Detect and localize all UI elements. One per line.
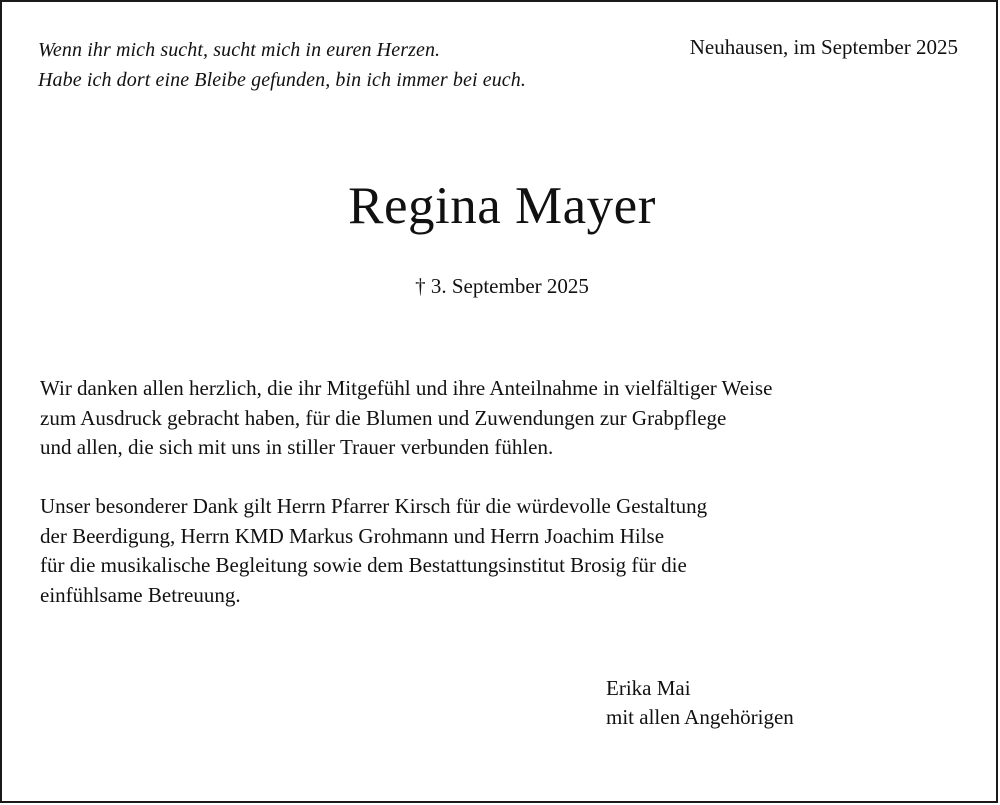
paragraph-line: Unser besonderer Dank gilt Herrn Pfarrer Kirsch für die würdevolle Gestaltung xyxy=(40,494,708,518)
motto-verse xyxy=(38,35,526,95)
paragraph-line: einfühlsame Betreuung. xyxy=(40,582,241,607)
paragraph-line: und allen, die sich mit uns in stiller Trauer verbunden fühlen. xyxy=(40,435,554,459)
deceased-name: Regina Mayer xyxy=(348,177,656,235)
thanks-paragraph-special xyxy=(40,492,707,610)
paragraph-line: zum Ausdruck gebracht haben, für die Blumen und Zuwendungen zur Grabpflege xyxy=(40,405,727,430)
thanks-paragraph-general xyxy=(40,374,772,463)
motto-line: Habe ich dort eine Bleibe gefunden, bin ich immer bei euch. xyxy=(38,69,526,91)
paragraph-line: für die musikalische Begleitung sowie dem Bestattungsinstitut Brosig für die xyxy=(40,553,687,577)
signature-relatives: mit allen Angehörigen xyxy=(606,705,794,729)
signature-name: Erika Mai xyxy=(606,676,691,700)
death-date: † 3. September 2025 xyxy=(415,274,589,298)
place-and-date: Neuhausen, im September 2025 xyxy=(689,35,958,59)
signature-block xyxy=(606,674,794,732)
paragraph-line: der Beerdigung, Herrn KMD Markus Grohmann und Herrn Joachim Hilse xyxy=(40,523,665,548)
paragraph-line: Wir danken allen herzlich, die ihr Mitgefühl und ihre Anteilnahme in vielfältiger Weise xyxy=(40,376,773,400)
motto-line: Wenn ihr mich sucht, sucht mich in euren Herzen. xyxy=(38,39,441,61)
